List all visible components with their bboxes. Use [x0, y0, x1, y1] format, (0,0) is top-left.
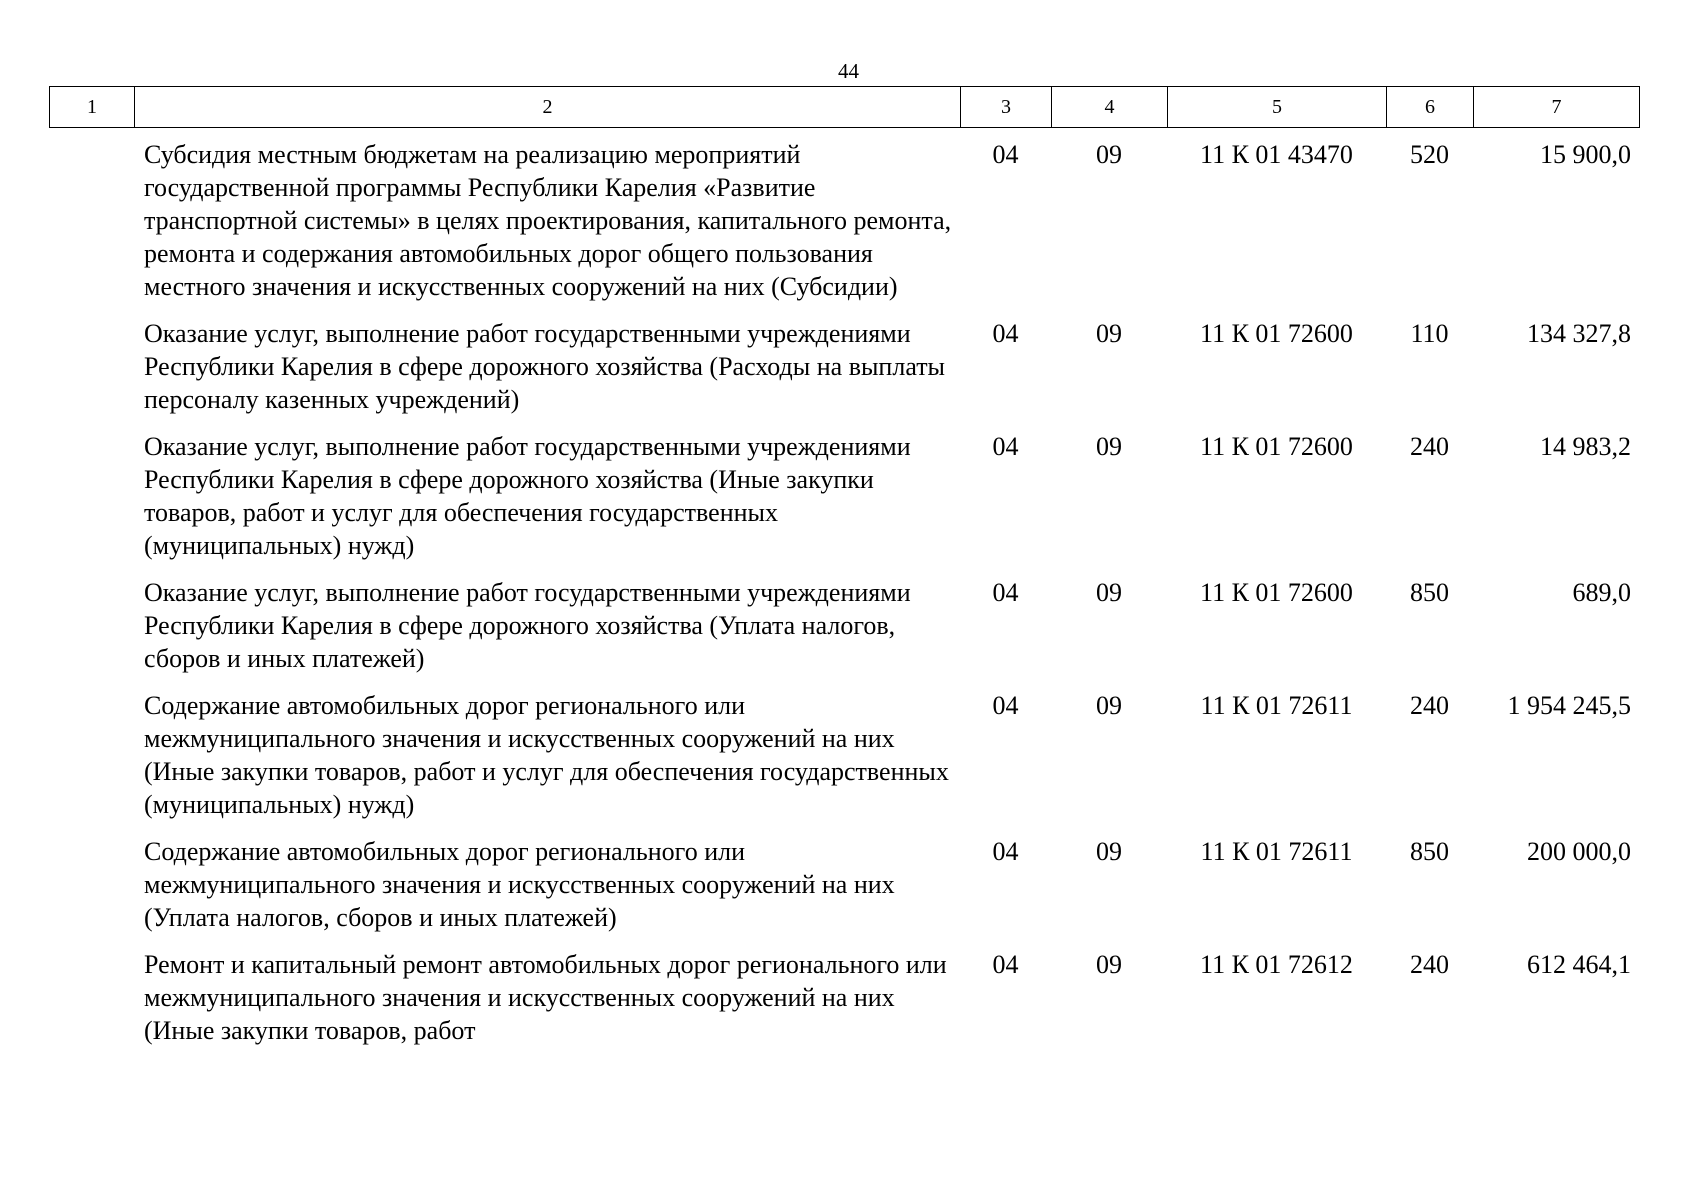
- row-target-article: 11 К 01 72600: [1200, 578, 1353, 607]
- row-description: Оказание услуг, выполнение работ государственными учреждениями Республики Карелия в сфере дорожного хозяйства (Иные закупки товаров, работ и услуг для обеспечения государственных (муниципальных) нужд): [144, 432, 911, 560]
- header-col-6: 6: [1387, 87, 1474, 128]
- row-subsection: 09: [1096, 578, 1122, 607]
- row-amount: 612 464,1: [1527, 950, 1631, 979]
- row-expense-type: 110: [1410, 319, 1449, 348]
- row-target-article: 11 К 01 72611: [1200, 837, 1353, 866]
- header-col-7: 7: [1474, 87, 1640, 128]
- header-col-3: 3: [961, 87, 1052, 128]
- row-subsection: 09: [1096, 837, 1122, 866]
- row-section: 04: [992, 950, 1019, 979]
- row-description: Субсидия местным бюджетам на реализацию мероприятий государственной программы Республики Карелия «Развитие транспортной системы» в целях проектирования, капитального ремонта, ремонта и содержания автомобильных дорог общего пользования местного значения и искусственных сооружений на них (Субсидии): [144, 140, 952, 301]
- table-row: [49, 576, 1639, 689]
- row-expense-type: 850: [1410, 578, 1449, 607]
- row-section: 04: [992, 140, 1019, 169]
- row-amount: 15 900,0: [1540, 140, 1631, 169]
- row-description: Оказание услуг, выполнение работ государственными учреждениями Республики Карелия в сфере дорожного хозяйства (Уплата налогов, сборов и иных платежей): [144, 578, 911, 673]
- row-amount: 689,0: [1572, 578, 1631, 607]
- table-row: [49, 835, 1639, 948]
- row-expense-type: 240: [1410, 950, 1449, 979]
- row-target-article: 11 К 01 72612: [1200, 950, 1353, 979]
- row-target-article: 11 К 01 43470: [1200, 140, 1353, 169]
- row-amount: 1 954 245,5: [1507, 691, 1631, 720]
- row-amount: 14 983,2: [1540, 432, 1631, 461]
- row-description: Оказание услуг, выполнение работ государственными учреждениями Республики Карелия в сфере дорожного хозяйства (Расходы на выплаты персоналу казенных учреждений): [144, 319, 946, 414]
- row-expense-type: 240: [1410, 432, 1449, 461]
- row-expense-type: 520: [1410, 140, 1449, 169]
- table-row: [49, 430, 1639, 576]
- table-row: [49, 948, 1639, 1061]
- row-description: Содержание автомобильных дорог регионального или межмуниципального значения и искусственных сооружений на них (Иные закупки товаров, работ и услуг для обеспечения государственных (муниципальных) нужд): [144, 691, 949, 819]
- column-number-header: [49, 86, 1640, 128]
- row-section: 04: [992, 319, 1019, 348]
- table-row: [49, 317, 1639, 430]
- row-amount: 200 000,0: [1527, 837, 1631, 866]
- page-number: 44: [838, 59, 859, 83]
- header-col-1: 1: [50, 87, 135, 128]
- row-subsection: 09: [1096, 691, 1122, 720]
- row-target-article: 11 К 01 72611: [1200, 691, 1353, 720]
- row-target-article: 11 К 01 72600: [1200, 432, 1353, 461]
- row-subsection: 09: [1096, 432, 1122, 461]
- row-expense-type: 850: [1410, 837, 1449, 866]
- header-col-2: 2: [135, 87, 961, 128]
- table-row: [49, 689, 1639, 835]
- row-section: 04: [992, 578, 1019, 607]
- row-amount: 134 327,8: [1527, 319, 1631, 348]
- table-row: [49, 138, 1639, 317]
- row-subsection: 09: [1096, 950, 1122, 979]
- header-col-4: 4: [1052, 87, 1168, 128]
- row-section: 04: [992, 837, 1019, 866]
- row-subsection: 09: [1096, 140, 1122, 169]
- row-subsection: 09: [1096, 319, 1122, 348]
- header-col-5: 5: [1168, 87, 1387, 128]
- row-description: Содержание автомобильных дорог регионального или межмуниципального значения и искусственных сооружений на них (Уплата налогов, сборов и иных платежей): [144, 837, 895, 932]
- row-section: 04: [992, 432, 1019, 461]
- budget-table: [49, 138, 1639, 1061]
- row-expense-type: 240: [1410, 691, 1449, 720]
- row-section: 04: [992, 691, 1019, 720]
- row-description: Ремонт и капитальный ремонт автомобильных дорог регионального или межмуниципального значения и искусственных сооружений на них (Иные закупки товаров, работ: [144, 950, 947, 1045]
- row-target-article: 11 К 01 72600: [1200, 319, 1353, 348]
